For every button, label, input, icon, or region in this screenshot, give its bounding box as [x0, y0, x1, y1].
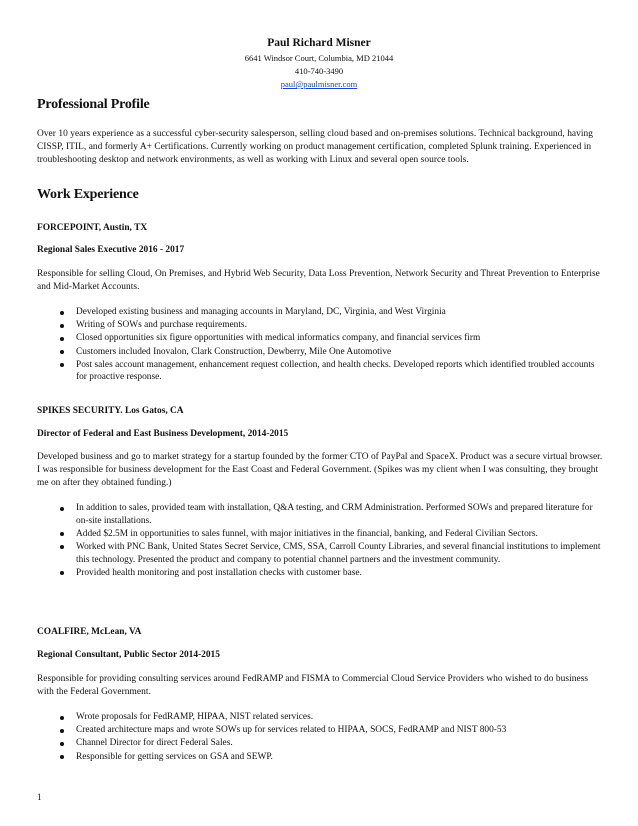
bullet-icon	[60, 545, 64, 549]
job-company: COALFIRE, McLean, VA	[37, 627, 142, 637]
job-bullet	[37, 724, 605, 737]
work-experience-heading: Work Experience	[37, 187, 139, 202]
job-bullet	[37, 306, 605, 319]
bullet-icon	[60, 716, 64, 720]
job-role: Director of Federal and East Business Development, 2014-2015	[37, 429, 289, 439]
bullet-icon	[60, 337, 64, 341]
job-bullet-text: Customers included Inovalon, Clark Construction, Dewberry, Mile One Automotive	[76, 346, 392, 357]
job-company: SPIKES SECURITY. Los Gatos, CA	[37, 406, 184, 416]
bullet-icon	[60, 350, 64, 354]
job-bullet-list	[37, 502, 605, 580]
job-description: Responsible for providing consulting services around FedRAMP and FISMA to Commercial Cloud Service Providers who wished to do business with the Federal Government.	[37, 674, 589, 697]
job-bullet	[37, 541, 605, 566]
bullet-icon	[60, 571, 64, 575]
bullet-icon	[60, 324, 64, 328]
job-bullet-text: Responsible for getting services on GSA and SEWP.	[76, 751, 273, 762]
job-description: Developed business and go to market strategy for a startup founded by the former CTO of PayPal and SpaceX. Product was a secure virtual browser. I was responsible for business development for the East Coast and Federal Government. (Spikes was my client when I was consulting, they brought me on after they obtained funding.)	[37, 452, 603, 488]
job-role: Regional Consultant, Public Sector 2014-2015	[37, 650, 220, 660]
job-bullet	[37, 346, 605, 359]
job-bullet	[37, 737, 605, 750]
job-bullet-text: Created architecture maps and wrote SOWs up for services related to HIPAA, SOCS, FedRAMP and NIST 800-53	[76, 725, 507, 736]
page-number: 1	[37, 792, 42, 802]
job-bullet-list	[37, 711, 605, 764]
bullet-icon	[60, 729, 64, 733]
job-bullet	[37, 359, 605, 384]
job-bullet	[37, 502, 605, 527]
job-bullet-text: Wrote proposals for FedRAMP, HIPAA, NIST related services.	[76, 712, 314, 722]
job-description: Responsible for selling Cloud, On Premises, and Hybrid Web Security, Data Loss Prevention, Network Security and Threat Prevention to Enterprise and Mid-Market Accounts.	[37, 269, 600, 292]
job-bullet-text: Added $2.5M in opportunities to sales funnel, with major initiatives in the financial, banking, and Federal Civilian Sectors.	[76, 528, 538, 539]
profile-heading: Professional Profile	[37, 97, 150, 112]
bullet-icon	[60, 507, 64, 511]
job-bullet-list	[37, 306, 605, 385]
job-bullet	[37, 332, 605, 345]
job-bullet	[37, 319, 605, 332]
candidate-email-link[interactable]: paul@paulmisner.com	[280, 79, 358, 89]
job-company: FORCEPOINT, Austin, TX	[37, 223, 148, 233]
job-bullet-text: In addition to sales, provided team with installation, Q&A testing, and CRM Administration. Performed SOWs and prepared literature for on-site installations.	[76, 503, 593, 526]
job-bullet	[37, 528, 605, 541]
job-bullet-text: Channel Director for direct Federal Sales.	[76, 738, 233, 749]
job-bullet-text: Post sales account management, enhancement request collection, and health checks. Developed reports which identified troubled accounts for proactive response.	[76, 359, 595, 383]
job-role: Regional Sales Executive 2016 - 2017	[37, 245, 185, 255]
candidate-address: 6641 Windsor Court, Columbia, MD 21044	[244, 53, 394, 63]
job-bullet	[37, 751, 605, 764]
candidate-phone: 410-740-3490	[294, 66, 344, 76]
candidate-name: Paul Richard Misner	[267, 37, 371, 49]
bullet-icon	[60, 755, 64, 759]
bullet-icon	[60, 363, 64, 367]
job-bullet	[37, 567, 605, 580]
job-bullet-text: Developed existing business and managing accounts in Maryland, DC, Virginia, and West Virginia	[76, 307, 446, 317]
job-bullet	[37, 711, 605, 724]
job-bullet-text: Closed opportunities six figure opportunities with medical informatics company, and financial services firm	[76, 333, 481, 344]
job-bullet-text: Writing of SOWs and purchase requirements.	[76, 320, 247, 331]
profile-text: Over 10 years experience as a successful cyber-security salesperson, selling cloud based and on-premises solutions. Technical background, having CISSP, ITIL, and formerly A+ Certifications. Currently working on product management certification, completed Splunk training. Experienced in troubleshooting desktop and network environments, as well as working with Linux and several open source tools.	[37, 129, 594, 165]
job-bullet-text: Provided health monitoring and post installation checks with customer base.	[76, 567, 362, 578]
bullet-icon	[60, 311, 64, 315]
bullet-icon	[60, 532, 64, 536]
bullet-icon	[60, 742, 64, 746]
job-bullet-text: Worked with PNC Bank, United States Secret Service, CMS, SSA, Carroll County Libraries, and several financial institutions to implement this technology. Presented the product and company to potential channel partners and the investment community.	[76, 541, 601, 565]
